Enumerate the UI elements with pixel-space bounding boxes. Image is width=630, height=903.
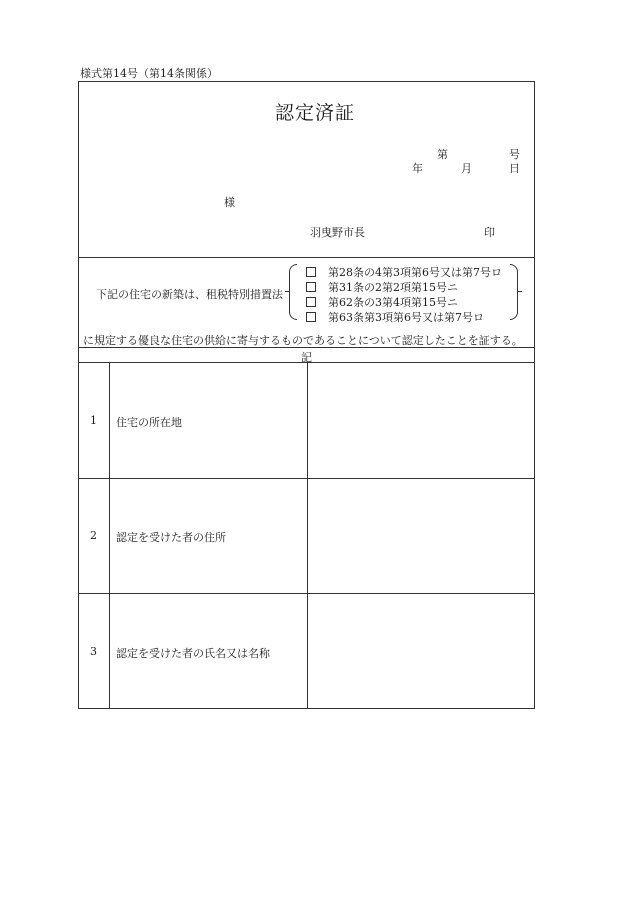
label-nen: 年 (412, 162, 423, 175)
label-hi: 日 (509, 162, 520, 175)
label-go: 号 (509, 148, 520, 161)
row-label-address-of-house: 住宅の所在地 (116, 416, 182, 429)
left-brace-bottom (289, 292, 297, 320)
row-label-certified-name: 認定を受けた者の氏名又は名称 (116, 647, 270, 660)
header-separator (78, 257, 535, 258)
row-label-certified-address: 認定を受けた者の住所 (116, 531, 226, 544)
label-tsuki: 月 (461, 162, 472, 175)
row-number: 3 (90, 645, 97, 658)
left-brace-point (285, 291, 290, 292)
table-row-divider (78, 478, 535, 479)
right-brace-top (510, 264, 518, 292)
table-row-divider (78, 593, 535, 594)
row-number: 2 (90, 529, 97, 542)
checkbox[interactable] (306, 282, 316, 292)
statement-closing: に規定する優良な住宅の供給に寄与するものであることについて認定したことを証する。 (83, 334, 523, 347)
form-number: 様式第14号（第14条関係） (80, 67, 218, 80)
option-item: 第62条の3第4項第15号ニ (306, 294, 458, 310)
statement-lead: 下記の住宅の新築は、租税特別措置法 (96, 288, 283, 301)
right-brace-point (517, 291, 522, 292)
issuer-name: 羽曳野市長 (310, 226, 365, 239)
page-title: 認定済証 (274, 102, 355, 124)
option-item: 第28条の4第3項第6号又は第7号ロ (306, 264, 502, 280)
table-col-divider-1 (109, 362, 110, 709)
label-dai: 第 (437, 148, 448, 161)
seal-mark: 印 (484, 226, 495, 239)
row-number: 1 (90, 414, 97, 427)
checkbox[interactable] (306, 297, 316, 307)
option-item: 第63条第3項第6号又は第7号ロ (306, 309, 484, 325)
table-col-divider-2 (307, 362, 308, 709)
left-brace-top (289, 264, 297, 292)
ki-label: 記 (301, 351, 312, 364)
option-item: 第31条の2第2項第15号ニ (306, 279, 458, 295)
recipient-honorific: 様 (224, 196, 235, 209)
right-brace-bottom (510, 292, 518, 320)
checkbox[interactable] (306, 267, 316, 277)
ki-top-line (78, 347, 535, 348)
checkbox[interactable] (306, 312, 316, 322)
